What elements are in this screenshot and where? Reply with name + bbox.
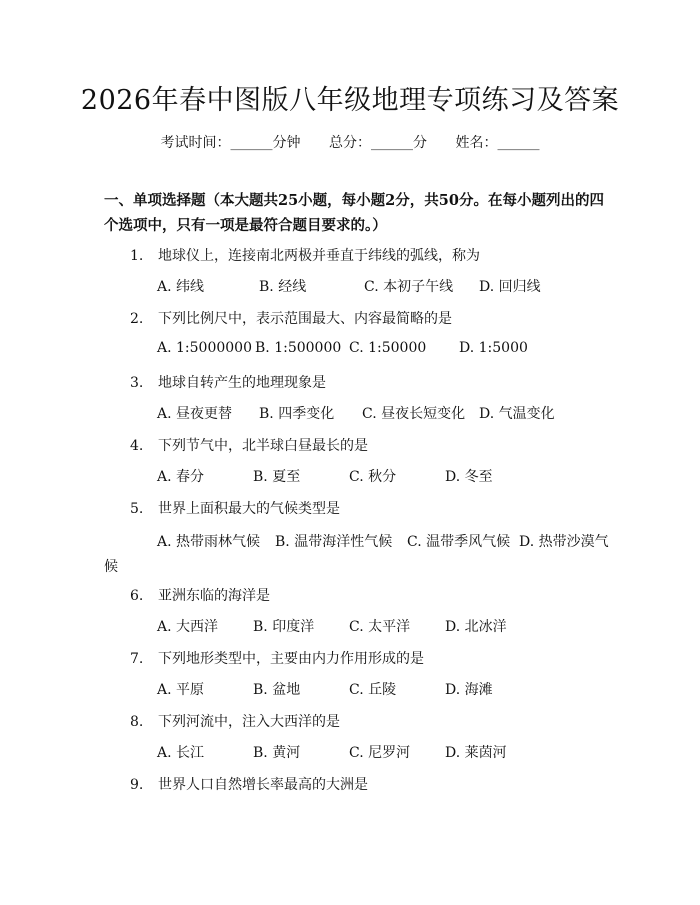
option-b: B. 温带海洋性气候 xyxy=(275,534,393,550)
option-d: D. 北冰洋 xyxy=(445,619,507,635)
option-a: A. 纬线 xyxy=(157,279,205,295)
question-text: 世界上面积最大的气候类型是 xyxy=(158,501,340,517)
option-c: C. 太平洋 xyxy=(349,619,411,635)
question-text: 下列河流中，注入大西洋的是 xyxy=(158,714,340,730)
question-stem xyxy=(130,372,326,392)
option-d: D. 热带沙漠气 xyxy=(519,534,609,550)
question-number: 6. xyxy=(130,588,144,604)
option-d: D. 回归线 xyxy=(479,279,541,295)
option-continuation: 候 xyxy=(104,559,118,575)
option-b: B. 夏至 xyxy=(253,469,301,485)
exam-meta xyxy=(0,132,700,152)
option-b: B. 1:500000 xyxy=(255,340,342,356)
option-c: C. 温带季风气候 xyxy=(407,534,511,550)
section-heading: 一、单项选择题（本大题共25小题，每小题2分，共50分。在每小题列出的四个选项中，只有一项是最符合题目要求的。） xyxy=(104,192,604,234)
question-number: 3. xyxy=(130,375,144,391)
question-stem xyxy=(130,245,480,265)
question-stem xyxy=(130,498,340,518)
option-b: B. 盆地 xyxy=(253,682,301,698)
option-c: C. 丘陵 xyxy=(349,682,397,698)
option-b: B. 四季变化 xyxy=(259,406,335,422)
question-stem xyxy=(130,711,340,731)
option-c: C. 1:50000 xyxy=(349,340,427,356)
question-number: 7. xyxy=(130,651,144,667)
option-b: B. 印度洋 xyxy=(253,619,315,635)
question-stem xyxy=(130,308,452,328)
question-text: 地球仪上，连接南北两极并垂直于纬线的弧线，称为 xyxy=(158,248,480,264)
question-stem xyxy=(130,648,424,668)
option-c: C. 秋分 xyxy=(349,469,397,485)
question-text: 下列比例尺中，表示范围最大、内容最简略的是 xyxy=(158,311,452,327)
option-a: A. 昼夜更替 xyxy=(157,406,233,422)
question-text: 下列节气中，北半球白昼最长的是 xyxy=(158,438,368,454)
question-text: 地球自转产生的地理现象是 xyxy=(158,375,326,391)
question-text: 世界人口自然增长率最高的大洲是 xyxy=(158,777,368,793)
question-text: 亚洲东临的海洋是 xyxy=(158,588,270,604)
option-d: D. 莱茵河 xyxy=(445,745,507,761)
option-b: B. 黄河 xyxy=(253,745,301,761)
option-b: B. 经线 xyxy=(259,279,307,295)
exam-time-field: 考试时间：______分钟 xyxy=(160,135,301,151)
question-stem xyxy=(130,585,270,605)
question-number: 9. xyxy=(130,777,144,793)
option-d: D. 冬至 xyxy=(445,469,493,485)
option-a: A. 平原 xyxy=(157,682,205,698)
option-a: A. 春分 xyxy=(157,469,205,485)
option-c: C. 昼夜长短变化 xyxy=(362,406,466,422)
question-text: 下列地形类型中，主要由内力作用形成的是 xyxy=(158,651,424,667)
option-a: A. 1:5000000 xyxy=(157,340,252,356)
question-number: 5. xyxy=(130,501,144,517)
question-number: 1. xyxy=(130,248,144,264)
question-number: 8. xyxy=(130,714,144,730)
option-c: C. 本初子午线 xyxy=(364,279,454,295)
option-a: A. 热带雨林气候 xyxy=(157,534,261,550)
option-d: D. 海滩 xyxy=(445,682,493,698)
total-score-field: 总分：______分 xyxy=(329,135,427,151)
question-number: 4. xyxy=(130,438,144,454)
option-a: A. 大西洋 xyxy=(157,619,219,635)
page-title: 2026年春中图版八年级地理专项练习及答案 xyxy=(80,85,620,116)
question-number: 2. xyxy=(130,311,144,327)
option-a: A. 长江 xyxy=(157,745,205,761)
option-c: C. 尼罗河 xyxy=(349,745,411,761)
option-d: D. 气温变化 xyxy=(479,406,555,422)
option-d: D. 1:5000 xyxy=(459,340,528,356)
student-name-field: 姓名：______ xyxy=(455,135,540,151)
question-stem xyxy=(130,435,368,455)
question-stem xyxy=(130,774,368,794)
